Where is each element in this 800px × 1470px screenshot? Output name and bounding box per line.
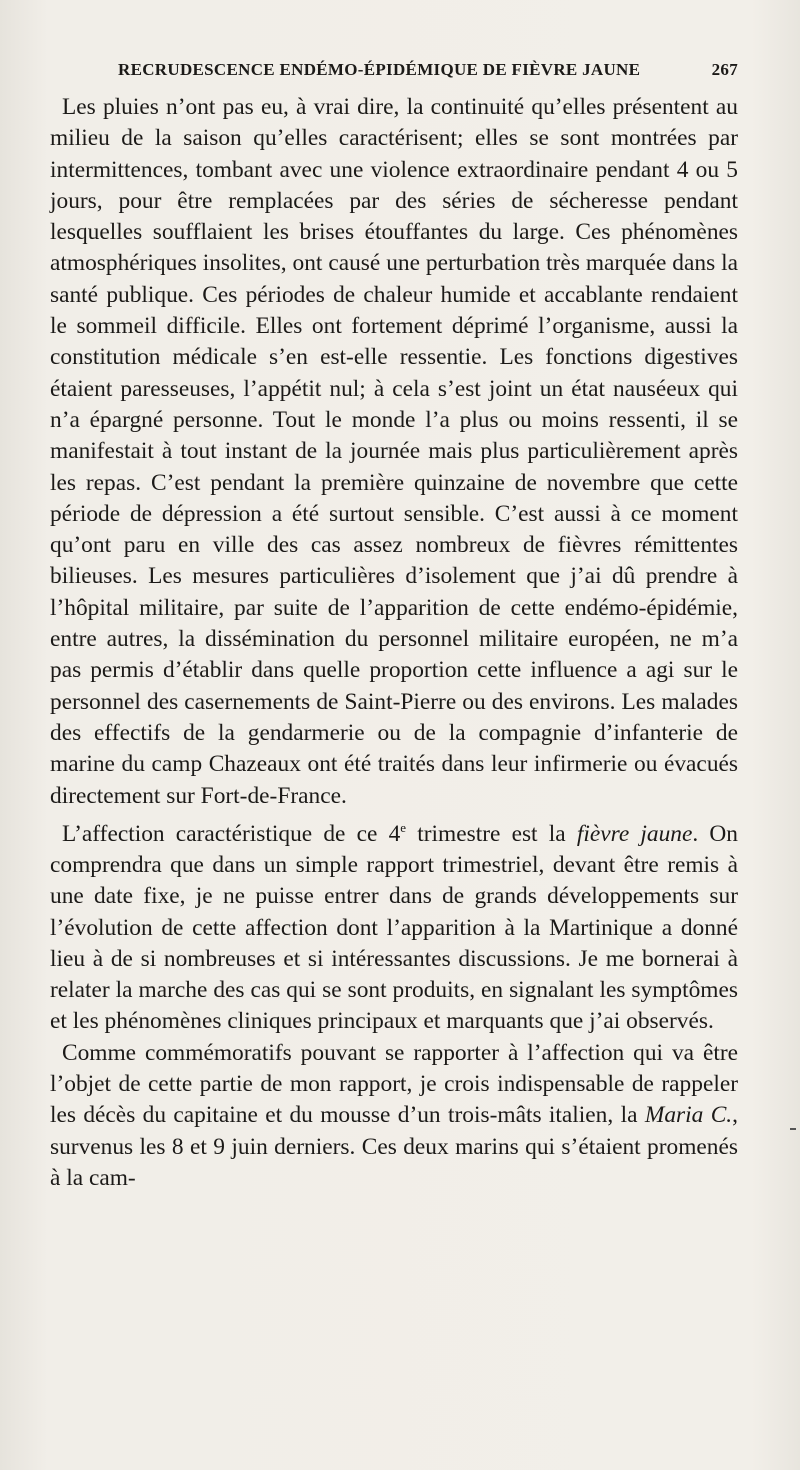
- paragraph-commemoratifs-part-1: Comme commémoratifs pouvant se rapporter à l’affection qui va être l’objet de cette partie de mon rapport, je crois indispensable de rappeler les décès du capitaine et du mousse d’un trois-mâts italien, la: [50, 1039, 738, 1129]
- page-number: 267: [711, 60, 738, 79]
- paragraph-yellow-fever-part-1: L’affection caractéristique de ce 4: [62, 820, 401, 847]
- paragraph-yellow-fever-part-3: . On comprendra que dans un simple rapport trimestriel, devant être remis à une date fixe, je ne puisse entrer dans de grands développements sur l’évolution de cette affection dont l’apparition à la Martinique a donné lieu à de si nombreuses et si intéressantes discussions. Je me bornerai à relater la marche des cas qui se sont produits, en signalant les symptômes et les phénomènes cliniques principaux et marquants que j’ai observés.: [50, 820, 738, 1035]
- paragraph-weather: Les pluies n’ont pas eu, à vrai dire, la continuité qu’elles présentent au milieu de la saison qu’elles caractérisent; elles se sont montrées par intermittences, tombant avec une violence extraordinaire pendant 4 ou 5 jours, pour être remplacées par des séries de sécheresse pendant lesquelles soufflaient les brises étouffantes du large. Ces phénomènes atmosphériques insolites, ont causé une perturbation très marquée dans la santé publique. Ces périodes de chaleur humide et accablante rendaient le sommeil difficile. Elles ont fortement déprimé l’organisme, aussi la constitution médicale s’en est-elle ressentie. Les fonctions digestives étaient paresseuses, l’appétit nul; à cela s’est joint un état nauséeux qui n’a épargné personne. Tout le monde l’a plus ou moins ressenti, il se manifestait à tout instant de la journée mais plus particulièrement après les repas. C’est pendant la première quinzaine de novembre que cette période de dépression a été surtout sensible. C’est aussi à ce moment qu’ont paru en ville des cas assez nombreux de fièvres rémittentes bilieuses. Les mesures particulières d’isolement que j’ai dû prendre à l’hôpital militaire, par suite de l’apparition de cette endémo-épidémie, entre autres, la dissémination du personnel militaire européen, ne m’a pas permis d’établir dans quelle proportion cette influence a agi sur le personnel des casernements de Saint-Pierre ou des environs. Les malades des effectifs de la gendarmerie ou de la compagnie d’infanterie de marine du camp Chazeaux ont été traités dans leur infirmerie ou évacués directement sur Fort-de-France.: [50, 94, 738, 809]
- running-head-title: RECRUDESCENCE ENDÉMO-ÉPIDÉMIQUE DE FIÈVRE JAUNE: [118, 60, 641, 79]
- margin-mark: [790, 1128, 796, 1130]
- running-head: [118, 60, 738, 86]
- paragraph-commemoratifs-part-2: , survenus les 8 et 9 juin derniers. Ces deux marins qui s’étaient promenés à la cam-: [50, 1102, 738, 1191]
- italic-fievre-jaune: fièvre jaune: [576, 820, 693, 847]
- paragraph-commemoratifs: [50, 1038, 738, 1194]
- ordinal-superscript: e: [400, 819, 407, 835]
- paragraph-yellow-fever-part-2: trimestre est la: [406, 820, 577, 847]
- italic-ship-name: Maria C.: [644, 1102, 733, 1129]
- paragraph-yellow-fever: [50, 812, 738, 1038]
- body-text: [50, 92, 738, 1194]
